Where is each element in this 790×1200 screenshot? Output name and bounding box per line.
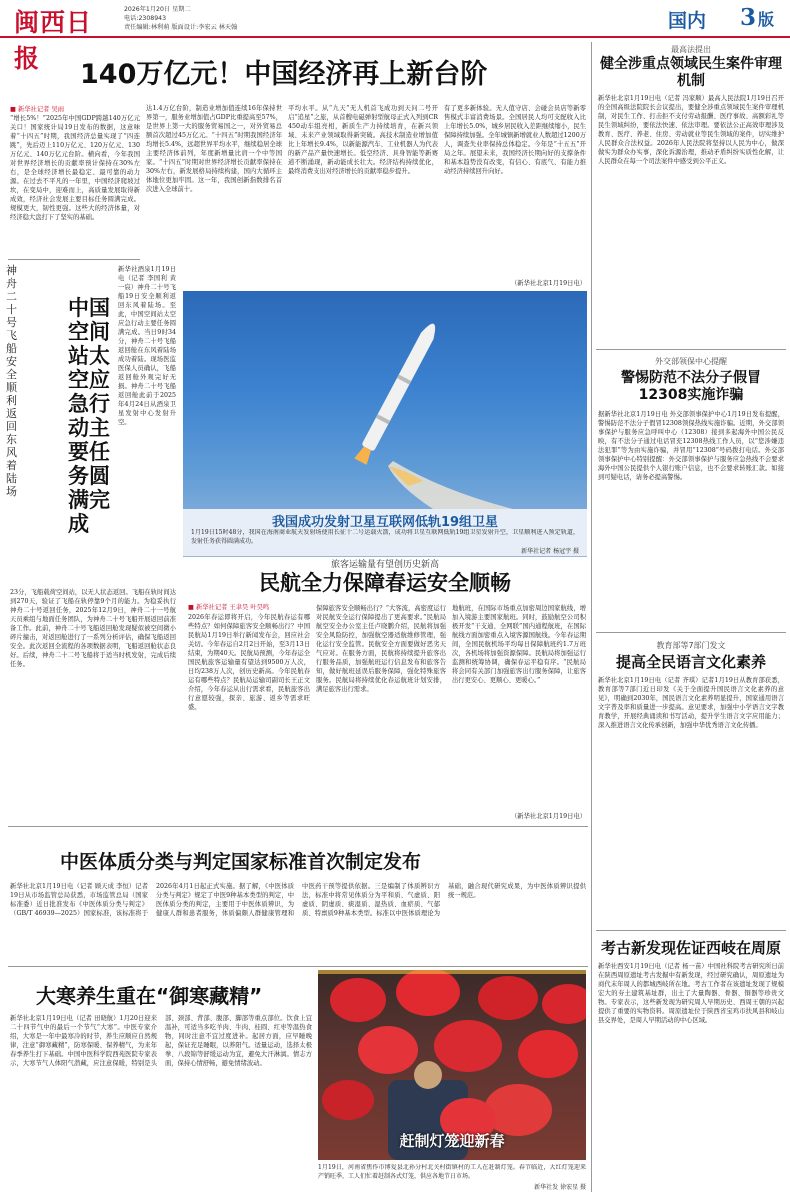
sidebar2-kicker: 外交部领保中心提醒 [655,357,727,366]
lead-title: 140万亿元！中国经济再上新台阶 [80,59,488,90]
sidebar4-text: 新华社西安1月19日电（记者 杨一苗）中国社科院考古研究所日前在陕西周原遗址考古发掘中有新发现，经过研究确认，周原遗址为商代末年周人的都城西岐所在地。考古工作者在该遗址发现了规模宏大的夯土建筑基址群，出土了大量陶器、骨器、铜器等珍贵文物。专家表示，这些新发现为研究周人早期历史、西周王朝的兴起提供了重要的实物资料。周原遗址位于陕西省宝鸡市扶风县和岐山县交界处，是周人早期活动的中心区域。 [598,963,784,1024]
sidebar1-kicker: 最高法提出 [671,45,711,54]
lantern-photo [318,970,586,1160]
sidebar1-text: 新华社北京1月19日电（记者 冯家顺）最高人民法院1月19日召开的全国高级法院院长会议提出，要健全涉重点领域民生案件审理机制，对民生工作、打击拒不支付劳动报酬、医疗事故、高额彩礼等民生领域纠纷，要依法快速、依法审理。要依法公正高效审理涉及教育、医疗、养老、住房、劳动就业等民生领域的案件，切实维护人民群众合法权益。2026年人民法院将坚持以人民为中心，做深做实为群众办实事，深化诉源治理，推动矛盾纠纷实质性化解，让人民群众在每一个司法案件中感受到公平正义。 [598,95,784,165]
section-name: 国内 [668,10,707,32]
spring-col-3: 地航班，在国际市场重点加密周边国家航线，增加入境游主要国家航班。同时，鼓励航空公司积极开发“干支通、全网联”国内通程航班，在国际航线方面加密重点入境客源国航线。今年春运期间，全国民航机场平均每日保障航班约1.7万班次，各机场将加强资源保障。民航局将加强运行监测和统筹协调，确保春运平稳有序。“民航局将会同有关部门加强旅客出行服务保障，让旅客出行更安心、更顺心、更暖心。” [452,605,586,684]
rocket-illustration [183,291,587,509]
space-title: 中国空间站太空应急行动主要任务圆满完成 [68,296,110,536]
divider [8,966,588,967]
editors: 责任编辑:林利萌 版面设计:李宏云 林天翰 [124,24,238,31]
lead-col-1: “增长5%！”2025年中国GDP跨越140万亿元关口！国家统计局19日发布的数据，这意味着“十四五”时期，我国经济总量实现了“四连跳”，先后迈上110万亿元、120万亿元、130万亿元、140万亿元台阶。横向看，今年我国对世界经济增长的贡献率预计保持在30%左右，是全球经济增长最稳定、最可靠的动力源。在过去不平凡的一年里，中国经济爬坡过坎，在变局中，迎难而上，高质量发展取得新成效，经济社会发展主要目标任务圆满完成。规模更大，韧性更强。这些大的经济体量，对经济稳大盘打下了坚实的基础。 [10,115,140,221]
spring-col-2: 保障旅客安全顺畅出行？“大客流，高密度运行对民航安全运行保障提出了更高要求。”民航局航空安全办公室主任卢晓鹏介绍，民航将加强安全风险防控，加强航空器适航维修管理，强化运行安全监管。民航安全方面要做好恶劣天气应对。在服务方面，民航将持续提升旅客出行服务品质，加强航班运行信息发布和旅客告知，做好航班延误后服务保障，强化特殊旅客服务。民航局将持续优化春运航班计划安排，满足旅客出行需求。 [316,605,446,693]
spring-kicker: 旅客运输量有望创历史新高 [330,560,439,570]
spring-byline: ■ 新华社记者 王聿昊 叶昊鸣 [188,604,270,611]
lantern-photo-credit: 新华社发 徐宏星 摄 [534,1184,586,1191]
rocket-caption-box [183,509,587,557]
spring-dateline: （新华社北京1月19日电） [511,813,586,820]
lantern-caption-text: 1月19日，河南省焦作市博爱县北孙分村北关村街镇村的工人在赶制灯笼。春节临近，大红灯笼迎来产销旺季，工人们忙着赶制各式灯笼，供应各地节日市场。 [318,1164,586,1180]
masthead-info [124,5,324,32]
lead-col-3: 平均水平。从“九天”无人机首飞成功到天问二号开启“追星”之旅，从首艘电磁弹射型航母正式入列到CR450动车组亮相，新质生产力持续培育，在新兴领域、未来产业领域取得新突破。高技术制造业增加值比上年增长9.4%，以新能源汽车、工业机器人为代表的新产品产量快速增长。低空经济、具身智能等新赛道不断涌现，新动能成长壮大。经济结构持续优化，最终消费支出对经济增长的贡献率稳步提升。 [288,105,438,175]
sidebar3-title: 提高全民语言文化素养 [615,653,766,671]
tcm-title: 中医体质分类与判定国家标准首次制定发布 [60,851,422,873]
rocket-photo [183,291,587,509]
rocket-photo-credit: 新华社记者 杨冠宇 摄 [521,548,579,555]
sidebar4-title: 考古新发现佐证西岐在周原 [600,939,781,957]
divider [8,826,588,827]
page-unit: 版 [758,10,775,29]
divider [8,259,140,260]
divider [596,349,786,350]
rocket-caption-text: 1月19日15时48分，我国在海南商业航天发射场使用长征十二号运载火箭，成功将卫星互联网低轨19组卫星发射升空，卫星顺利进入预定轨道，发射任务获得圆满成功。 [191,529,579,545]
space-title-block [22,296,112,536]
tcm-text: 新华社北京1月19日电（记者 顾天成 李恒）记者19日从市场监管总局获悉，市场监管总局（国家标准委）近日批准发布《中医体质分类与判定》（GB/T 46939—2025）国家标准，该标准将于2026年4月1日起正式实施。据了解，《中医体质分类与判定》规定了中医9种基本类型的判定，中医体质分类的判定，主要用于中医体质辨识，为健康人群和患者服务，体质偏颇人群健康管理和中医药干预等提供依据。三是编制了体质辨识方法，标准中将常见体质分为平和质、气虚质、阳虚质、阴虚质、痰湿质、湿热质、血瘀质、气郁质、特禀质9种基本类型。标准以中医体质理论为基础，融合现代研究成果，为中医体质辨识提供统一规范。 [10,883,586,917]
winter-title: 大寒养生重在“御寒藏精” [36,984,263,1008]
lead-col-4: 有了更多新体验。无人值守店、会碰会员店等新零售模式丰富消费场景。全国居民人均可支配收入比上年增长5.0%，城乡居民收入差距继续缩小，民生保障持续加强。全年城镇新增就业人数超过1200万人，调查失业率保持总体稳定。今年是“十五五”开局之年。展望未来，我国经济长期向好的支撑条件和基本趋势没有改变，有信心、有底气、有能力推动经济持续回升向好。 [444,105,586,175]
lead-byline: ■ 新华社记者 吴雨 [10,106,65,113]
space-text-right: 新华社酒泉1月19日电（记者 李国利 黄一宸）神舟二十号飞船19日安全顺利返回东风着陆场。至此，中国空间站太空应急行动主要任务圆满完成。当日9时34分，神舟二十号飞船返回舱在东风着陆场成功着陆。现场医监医保人员确认，飞船返回舱外观完好无损。神舟二十号飞船返回舱此前于2025年4月24日从酒泉卫星发射中心发射升空。 [118,266,176,426]
lantern-caption-title: 赶制灯笼迎新春 [399,1132,505,1150]
issue-date: 2026年1月20日 星期二 [124,6,191,13]
lead-col-2: 达1.4万亿台阶，制造业增加值连续16年保持世界第一，服务业增加值占GDP比重提高至57%，是世界上第一大的服务贸易国之一，对外贸易总额首次超过45万亿元。“十四五”时期我国经济年均增长5.4%，远超世界平均水平，继续稳居全球主要经济体前列，年度新增量比肩一个中等国家。“十四五”时期对世界经济增长贡献率保持在30%左右，新发展格局持续构建，国内大循环主体地位更加牢固。这一年，我国创新指数排名首次进入全球前十。 [146,105,282,193]
column-divider [591,42,592,1192]
winter-text: 新华社北京1月19日电（记者 田晓航）1月20日迎来二十四节气中的最后一个节气“大寒”。中医专家介绍，大寒是一年中最寒冷的时节，养生应顺应自然规律，注意“御寒藏精”，防寒保暖、保养精气，为来年春季养生打下基础。中国中医科学院西苑医院专家表示，大寒节气人体阳气潜藏，应注意保暖，特别是头部、颈部、背部、腹部、脚部等重点部位。饮食上宜温补，可适当多吃羊肉、牛肉、桂圆、红枣等温热食物，同时注意不宜过度进补。起居方面，应早睡晚起，保证充足睡眠，以养阳气。适量运动，选择太极拳、八段锦等舒缓运动为宜，避免大汗淋漓。情志方面，保持心情舒畅，避免情绪波动。 [10,1015,312,1067]
spring-title: 民航全力保障春运安全顺畅 [259,571,511,595]
rocket-caption-title: 我国成功发射卫星互联网低轨19组卫星 [271,515,499,530]
sidebar1-title: 健全涉重点领域民生案件审理机制 [600,56,782,89]
lead-dateline: （新华社北京1月19日电） [511,280,586,287]
divider [596,930,786,931]
space-kicker: 神舟二十号飞船安全顺利返回东风着陆场 [6,264,17,498]
newspaper-logo: 闽西日报 [14,8,93,73]
spring-col-1: 2026年春运即将开启，今年民航春运有哪些特点？如何保障旅客安全顺畅出行？中国民航局1月19日举行新闻发布会，回应社会关切。今年春运自2月2日开始，至3月13日结束，为期40天。民航局预测，今年春运全国民航旅客运输量有望达到9500万人次，日均238万人次，创历史新高。今年民航春运有哪些特点？民航局运输司副司长王正文介绍，今年春运从出行需求看，民航旅客出行意愿较强，探亲、旅游、返乡等需求旺盛。 [188,614,310,711]
sidebar3-text: 新华社北京1月19日电（记者 齐琪）记者1月19日从教育部获悉，教育部等7部门近日印发《关于全面提升国民语言文化素养的意见》，明确到2030年，国民语言文化素养明显提升，国家通用语言文字普及率和质量进一步提高。意见要求，加强中小学语言文字教育教学，开展经典诵读和书写活动，提升学生语言文字应用能力；深入推进语言文化传承创新，加强中华优秀语言文化传播。 [598,677,784,729]
page-number: 3 [740,4,757,31]
sidebar2-text: 据新华社北京1月19日电 外交部领事保护中心1月19日发布提醒，警惕防范不法分子假冒12308领保热线实施诈骗。近期，外交部领事保护与服务应急呼叫中心（12308）接到多起海外中国公民反映，有不法分子通过电话冒充12308热线工作人员，以“您涉嫌违法犯罪”等为由实施诈骗，并冒用“12308”号码拨打电话。外交部领事保护中心特别提醒：外交部领事保护与服务应急热线不会要求海外中国公民提供个人银行账户信息，也不会要求转账汇款。如接到可疑电话，请务必提高警惕。 [598,411,784,481]
divider [596,632,786,633]
phone: 电话:2308943 [124,15,167,22]
sidebar3-kicker: 教育部等7部门发文 [656,641,726,650]
section-label [668,4,780,34]
sidebar2-title: 警惕防范不法分子假冒12308实施诈骗 [621,370,761,403]
space-text-below: 23分，飞船载荷空间站，以无人状态返回。飞船在轨时间达到270天，验证了飞船在轨停靠9个月的能力。为稳妥执行神舟二十号返回任务，2025年12月9日，神舟二十一号航天员乘组与地面任务团队，为神舟二十号飞船开展返回前准备工作。此前，神舟二十号飞船返回舱发现疑似被空间微小碎片撞击，对返回舱进行了一系列分析评估，确保飞船返回安全。此次返回全流程的各项数据表明，飞船返回舱状态良好。后续，神舟二十二号飞船将于适当时机发射，完成后续任务。 [10,589,176,668]
